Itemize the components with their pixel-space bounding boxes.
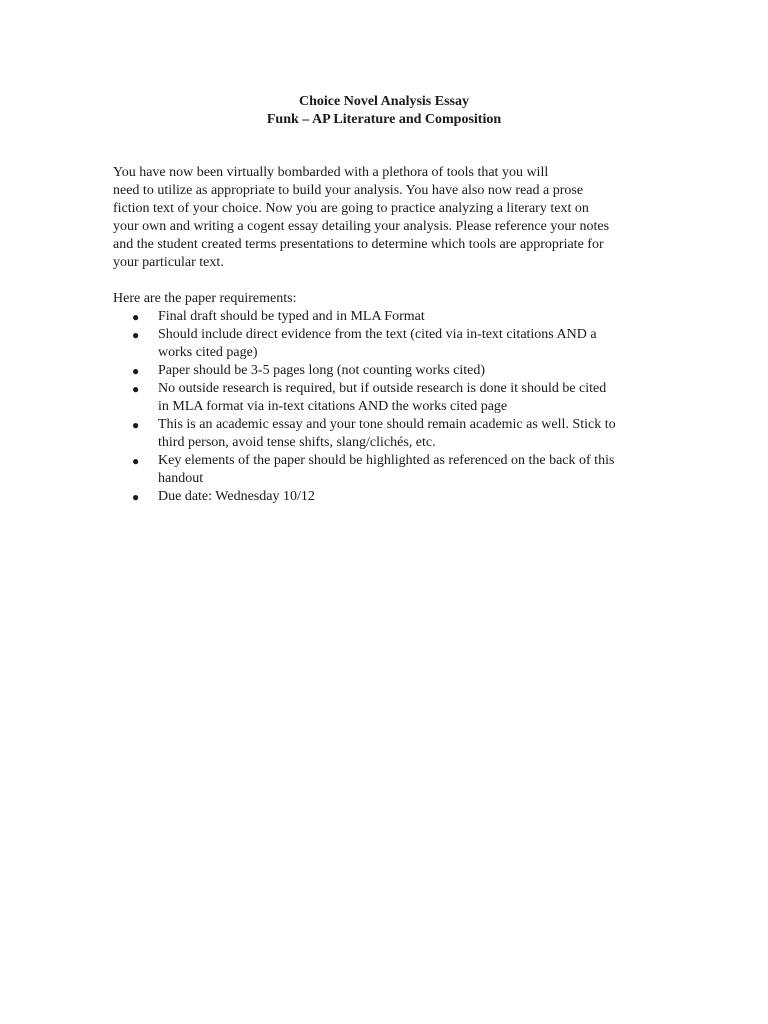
intro-line: You have now been virtually bombarded with a plethora of tools that you will — [113, 165, 549, 180]
list-item — [132, 380, 672, 416]
requirements-list — [132, 308, 672, 506]
intro-line: your particular text. — [113, 255, 224, 270]
bullet-icon: ● — [132, 454, 140, 468]
intro-line: need to utilize as appropriate to build your analysis. You have also now read a prose — [113, 183, 584, 198]
list-item-text: Key elements of the paper should be highlighted as referenced on the back of this — [158, 453, 615, 468]
list-item — [132, 452, 672, 488]
list-item-text: Paper should be 3-5 pages long (not counting works cited) — [158, 363, 485, 378]
document-subtitle: Funk – AP Literature and Composition — [266, 112, 502, 127]
list-item-text: handout — [158, 471, 204, 486]
intro-line: your own and writing a cogent essay detailing your analysis. Please reference your notes — [113, 219, 610, 234]
bullet-icon: ● — [132, 418, 140, 432]
intro-line: fiction text of your choice. Now you are going to practice analyzing a literary text on — [113, 201, 589, 216]
list-item — [132, 308, 672, 326]
bullet-icon: ● — [132, 328, 140, 342]
list-item-text: No outside research is required, but if outside research is done it should be cited — [158, 381, 607, 396]
list-item — [132, 488, 672, 506]
bullet-icon: ● — [132, 490, 140, 504]
list-item-text: Should include direct evidence from the text (cited via in-text citations AND a — [158, 327, 597, 342]
bullet-icon: ● — [132, 364, 140, 378]
list-item — [132, 326, 672, 362]
intro-line: and the student created terms presentations to determine which tools are appropriate for — [113, 237, 604, 252]
list-item — [132, 416, 672, 452]
bullet-icon: ● — [132, 310, 140, 324]
bullet-icon: ● — [132, 382, 140, 396]
list-item-text: third person, avoid tense shifts, slang/clichés, etc. — [158, 435, 436, 450]
intro-paragraph — [113, 164, 673, 272]
list-item-text: Due date: Wednesday 10/12 — [158, 489, 315, 504]
requirements-heading: Here are the paper requirements: — [113, 291, 297, 306]
title-block — [0, 93, 768, 129]
document-title: Choice Novel Analysis Essay — [299, 94, 469, 109]
list-item-text: This is an academic essay and your tone should remain academic as well. Stick to — [158, 417, 616, 432]
list-item-text: Final draft should be typed and in MLA Format — [158, 309, 425, 324]
list-item-text: in MLA format via in-text citations AND the works cited page — [158, 399, 508, 414]
list-item — [132, 362, 672, 380]
list-item-text: works cited page) — [158, 345, 258, 360]
